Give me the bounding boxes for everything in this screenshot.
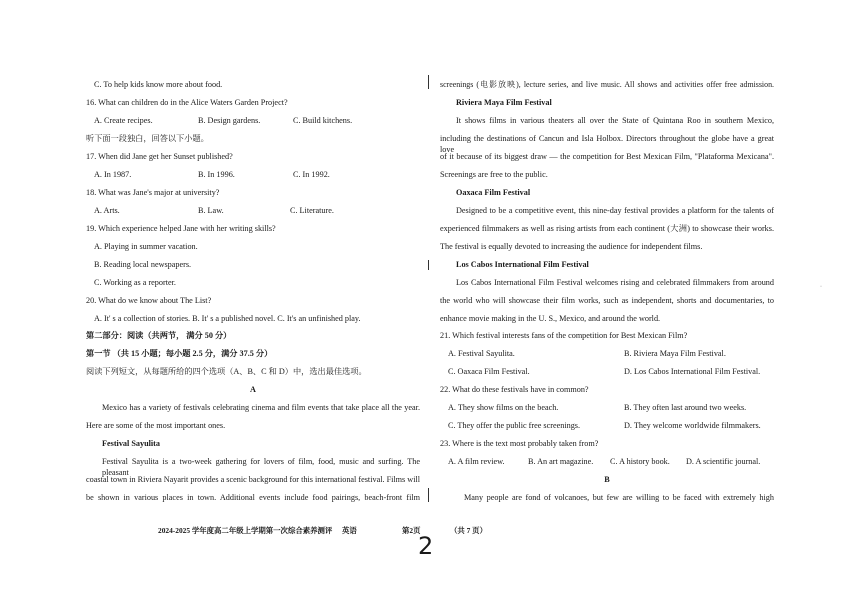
q17-option-c: C. In 1992. xyxy=(293,170,330,179)
question-19: 19. Which experience helped Jane with her writing skills? xyxy=(86,224,276,233)
footer-exam-title: 2024-2025 学年度高二年级上学期第一次综合素养测评 xyxy=(158,526,333,535)
passage-a-line-4: coastal town in Riviera Nayarit provides a scenic background for this international festival. Films will xyxy=(86,475,421,484)
q23-option-c: C. A history book. xyxy=(610,457,670,466)
q19-option-c: C. Working as a reporter. xyxy=(94,278,176,287)
passage-a-line-10: Screenings are free to the public. xyxy=(440,170,548,179)
question-20: 20. What do we know about The List? xyxy=(86,296,212,305)
question-18: 18. What was Jane's major at university? xyxy=(86,188,220,197)
q19-option-b: B. Reading local newspapers. xyxy=(94,260,192,269)
passage-a-line-5: be shown in various places in town. Additional events include food pairings, beach-front film xyxy=(86,493,420,502)
los-cabos-heading: Los Cabos International Film Festival xyxy=(456,260,589,269)
passage-a-line-7: It shows films in various theaters all over the State of Quintana Roo in southern Mexico, xyxy=(456,116,774,125)
section-1-instruction: 阅读下列短文，从每题所给的四个选项（A、B、C 和 D）中，选出最佳选项。 xyxy=(86,367,367,376)
q19-option-a: A. Playing in summer vacation. xyxy=(94,242,198,251)
q21-option-d: D. Los Cabos International Film Festival. xyxy=(624,367,761,376)
q15-option-c: C. To help kids know more about food. xyxy=(94,80,223,89)
question-22: 22. What do these festivals have in common? xyxy=(440,385,589,394)
question-17: 17. When did Jane get her Sunset published? xyxy=(86,152,233,161)
passage-a-line-2: Here are some of the most important ones. xyxy=(86,421,226,430)
oaxaca-heading: Oaxaca Film Festival xyxy=(456,188,531,197)
q17-option-a: A. In 1987. xyxy=(94,170,132,179)
q18-option-c: C. Literature. xyxy=(290,206,334,215)
q21-option-a: A. Festival Sayulita. xyxy=(448,349,515,358)
q18-option-a: A. Arts. xyxy=(94,206,120,215)
column-divider-bottom xyxy=(428,488,429,502)
question-21: 21. Which festival interests fans of the competition for Best Mexican Film? xyxy=(440,331,688,340)
passage-b-label: B xyxy=(604,475,610,484)
q17-option-b: B. In 1996. xyxy=(198,170,235,179)
question-16: 16. What can children do in the Alice Waters Garden Project? xyxy=(86,98,288,107)
footer-total-pages: （共 7 页） xyxy=(450,526,487,535)
q22-option-a: A. They show films on the beach. xyxy=(448,403,559,412)
passage-a-line-9: of it because of its biggest draw — the competition for Best Mexican Film, "Plataforma Mexicana". xyxy=(440,152,774,161)
q22-option-b: B. They often last around two weeks. xyxy=(624,403,747,412)
handwritten-page-number: 2 xyxy=(418,532,434,560)
passage-a-line-3: Festival Sayulita is a two-week gathering for lovers of film, food, music and surfing. The pleasant xyxy=(102,457,420,477)
q16-option-c: C. Build kitchens. xyxy=(293,116,353,125)
passage-a-line-16: enhance movie making in the U. S., Mexico, and around the world. xyxy=(440,314,661,323)
riviera-maya-heading: Riviera Maya Film Festival xyxy=(456,98,552,107)
passage-a-line-1: Mexico has a variety of festivals celebrating cinema and film events that take place all the year. xyxy=(102,403,420,412)
festival-sayulita-heading: Festival Sayulita xyxy=(102,439,160,448)
q23-option-a: A. A film review. xyxy=(448,457,505,466)
q22-option-c: C. They offer the public free screenings. xyxy=(448,421,581,430)
q20-options: A. It' s a collection of stories. B. It' s a published novel. C. It's an unfinished play. xyxy=(94,314,361,323)
passage-a-line-6: screenings (电影放映), lecture series, and live music. All shows and activities offer free admission. xyxy=(440,80,774,89)
section-1-heading: 第一节 （共 15 小题；每小题 2.5 分，满分 37.5 分） xyxy=(86,349,273,358)
passage-a-line-12: experienced filmmakers as well as rising artists from each continent (大洲) to showcase their works. xyxy=(440,224,774,233)
passage-a-line-11: Designed to be a competitive event, this nine-day festival provides a platform for the talents of xyxy=(456,206,774,215)
q16-option-b: B. Design gardens. xyxy=(198,116,261,125)
passage-a-line-15: the world who will showcase their film works, such as independent, shorts and documentaries, to xyxy=(440,296,774,305)
passage-a-label: A xyxy=(250,385,256,394)
footer-page-number: 第2页 xyxy=(402,526,421,535)
q16-option-a: A. Create recipes. xyxy=(94,116,153,125)
footer-subject: 英语 xyxy=(342,526,357,535)
q18-option-b: B. Law. xyxy=(198,206,224,215)
passage-a-line-14: Los Cabos International Film Festival welcomes rising and celebrated filmmakers from around xyxy=(456,278,774,287)
q21-option-c: C. Oaxaca Film Festival. xyxy=(448,367,530,376)
passage-b-line-1: Many people are fond of volcanoes, but few are willing to be faced with extremely high xyxy=(464,493,774,502)
q22-option-d: D. They welcome worldwide filmmakers. xyxy=(624,421,761,430)
q21-option-b: B. Riviera Maya Film Festival. xyxy=(624,349,726,358)
column-divider-mid xyxy=(428,260,429,270)
passage-a-line-8: including the destinations of Cancun and Isla Holbox. Directors throughout the globe have a great love xyxy=(440,134,774,154)
q23-option-d: D. A scientific journal. xyxy=(686,457,761,466)
question-23: 23. Where is the text most probably taken from? xyxy=(440,439,599,448)
q23-option-b: B. An art magazine. xyxy=(528,457,594,466)
column-divider-top xyxy=(428,75,429,89)
passage-a-line-13: The festival is equally devoted to increasing the audience for independent films. xyxy=(440,242,703,251)
part-2-heading: 第二部分：阅读（共两节， 满分 50 分） xyxy=(86,331,232,340)
listening-instruction: 听下面一段独白，回答以下小题。 xyxy=(86,134,209,143)
scan-speck: · xyxy=(820,284,822,290)
